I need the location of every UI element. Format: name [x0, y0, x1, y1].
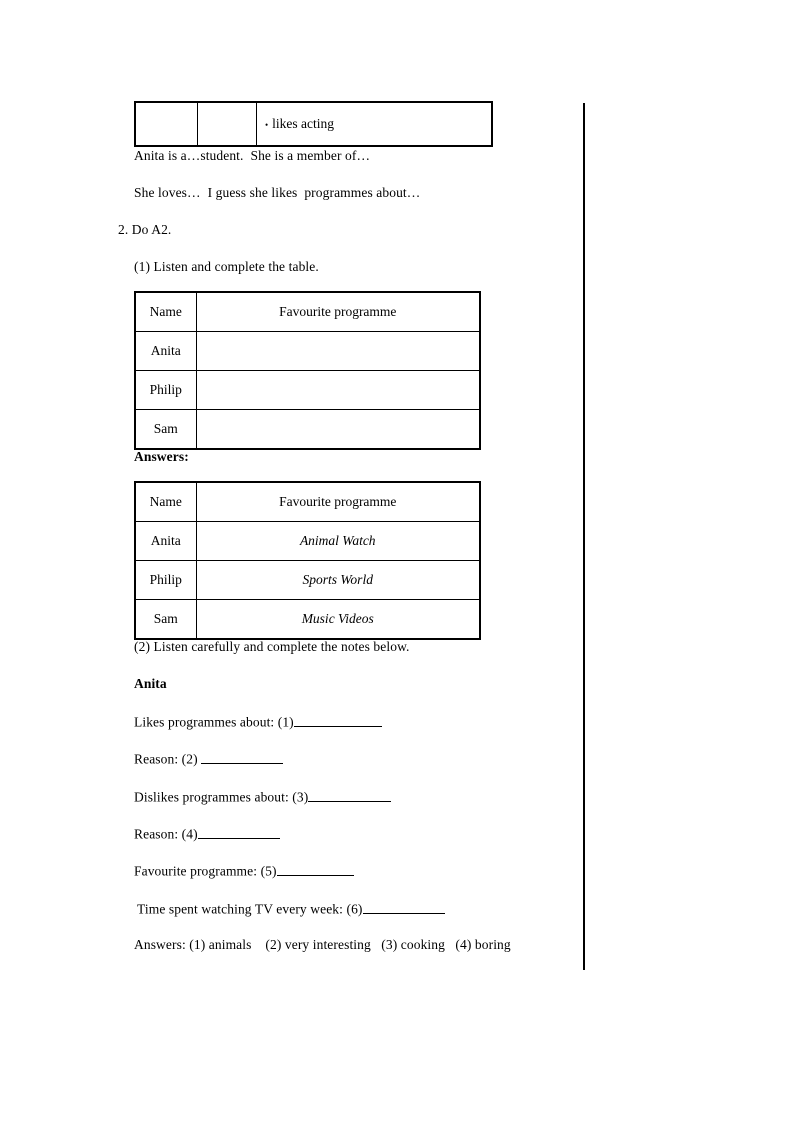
prompt-anita-is: Anita is a…student. She is a member of…: [134, 148, 371, 163]
note-item-reason-1: [134, 751, 283, 767]
note-blank-4[interactable]: [198, 826, 280, 839]
favourite-programme-blank-table: [134, 291, 481, 450]
table-row: [135, 522, 480, 561]
cell-name-anita: Anita: [135, 522, 196, 561]
answers-label: Answers:: [134, 449, 189, 464]
note-blank-1[interactable]: [294, 714, 382, 727]
notes-answers-line: Answers: (1) animals (2) very interesting (3) cooking (4) boring: [134, 937, 511, 952]
continued-cell-likes-acting: [257, 102, 493, 146]
table-row: [135, 332, 480, 371]
note-item-likes-about: [134, 714, 382, 730]
header-favourite-programme: Favourite programme: [196, 482, 480, 522]
note-item-dislikes-about: [134, 789, 391, 805]
continued-cell-empty-2: [198, 102, 257, 146]
note-label-3: Dislikes programmes about: (3): [134, 789, 309, 805]
note-blank-3[interactable]: [308, 789, 391, 802]
cell-name-philip: Philip: [135, 561, 196, 600]
task-sub2-instruction: (2) Listen carefully and complete the notes below.: [134, 639, 410, 654]
bullet-label: likes acting: [272, 116, 335, 131]
cell-name-philip: Philip: [135, 371, 196, 410]
note-label-2: Reason: (2): [134, 751, 202, 767]
table-row: [135, 561, 480, 600]
note-blank-5[interactable]: [277, 863, 354, 876]
note-label-5: Favourite programme: (5): [134, 863, 277, 879]
cell-name-sam: Sam: [135, 410, 196, 450]
cell-name-anita: Anita: [135, 332, 196, 371]
cell-programme-anita-blank[interactable]: [196, 332, 480, 371]
bullet-icon: •: [265, 119, 269, 130]
table-row: [135, 410, 480, 450]
prompt-she-loves: She loves… I guess she likes programmes about…: [134, 185, 421, 200]
notes-person-heading: Anita: [134, 676, 167, 691]
header-name: Name: [135, 292, 196, 332]
note-item-time-spent: [137, 901, 445, 917]
cell-name-sam: Sam: [135, 600, 196, 640]
table-row: [135, 600, 480, 640]
task-sub1-instruction: (1) Listen and complete the table.: [134, 259, 319, 274]
note-label-4: Reason: (4): [134, 826, 198, 842]
note-item-reason-2: [134, 826, 280, 842]
table-row: [135, 102, 492, 146]
note-label-6: Time spent watching TV every week: (6): [137, 901, 363, 917]
header-name: Name: [135, 482, 196, 522]
continued-table: [134, 101, 493, 147]
note-label-1: Likes programmes about: (1): [134, 714, 294, 730]
cell-programme-philip-blank[interactable]: [196, 371, 480, 410]
cell-programme-anita-answer: Animal Watch: [196, 522, 480, 561]
task-number-heading: 2. Do A2.: [118, 222, 172, 237]
cell-programme-sam-blank[interactable]: [196, 410, 480, 450]
cell-programme-sam-answer: Music Videos: [196, 600, 480, 640]
note-item-favourite-programme: [134, 863, 354, 879]
note-blank-6[interactable]: [363, 901, 445, 914]
continued-cell-empty-1: [135, 102, 198, 146]
favourite-programme-answers-table: [134, 481, 481, 640]
table-header-row: [135, 482, 480, 522]
cell-programme-philip-answer: Sports World: [196, 561, 480, 600]
note-blank-2[interactable]: [201, 751, 283, 764]
right-margin-rule: [583, 103, 585, 970]
table-header-row: [135, 292, 480, 332]
header-favourite-programme: Favourite programme: [196, 292, 480, 332]
table-row: [135, 371, 480, 410]
